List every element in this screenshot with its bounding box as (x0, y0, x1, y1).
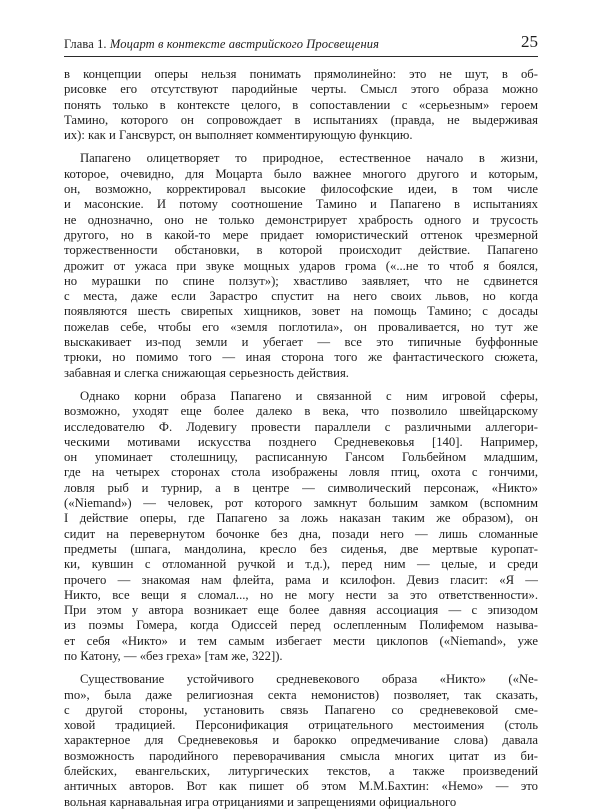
text-line: с другой стороны, установить связь Папагено со средневековой сме- (64, 702, 538, 717)
page-number: 25 (521, 32, 538, 51)
text-line: он, возможно, корректировал высокие философские идеи, в том числе (64, 182, 538, 197)
text-line: Папагено олицетворяет то природное, естественное начало в жизни, (80, 151, 538, 166)
paragraph-1 (64, 67, 538, 143)
paragraph-2 (64, 151, 538, 380)
text-line: по Катону, — «без греха» [там же, 322]). (64, 648, 283, 663)
chapter-header (64, 37, 379, 52)
text-line: трюки, но помимо того — иная сторона того же фантастического сюжета, (64, 350, 538, 365)
text-line: не однозначно, оно не только демонстрирует храбрость одного и трусость (64, 212, 538, 227)
page-body (64, 67, 538, 810)
paragraph-4 (64, 672, 538, 810)
text-line: но мурашки по спине ползут»); хвастливо заявляет, что не сдвинется (64, 273, 538, 288)
text-line: ловля рыб и турнир, а в центре — символический персонаж, «Никто» (64, 480, 538, 495)
text-line: где на четырех сторонах стола изображены ловля птиц, охота с гончими, (64, 465, 538, 480)
text-line: понять только в контексте целого, в сопоставлении с «серьезным» героем (64, 97, 538, 112)
text-line: При этом у автора возникает еще более давняя ассоциация — с эпизодом (64, 603, 538, 618)
text-line: рисовке его отсутствуют пародийные черты. Смысл этого образа можно (64, 82, 538, 97)
text-line: ет себя «Никто» и тем самым избегает мести циклопов («Niemand», уже (64, 633, 538, 648)
text-line: античных авторов. Вот как пишет об этом М.М.Бахтин: «Немо» — это (64, 779, 538, 794)
text-line: характерное для Средневековья и барокко опредмечивание слова) давала (64, 733, 538, 748)
text-line: прочего — знакомая нам флейта, рама и ксилофон. Девиз гласит: «Я — (64, 572, 538, 587)
text-line: mo», была даже религиозная секта немонистов) позволяет, так сказать, (64, 687, 538, 702)
text-line: с места, даже если Зарастро спустит на него своих львов, но когда (64, 289, 538, 304)
chapter-title: Моцарт в контексте австрийского Просвещения (109, 37, 380, 51)
text-line: он упоминает столешницу, расписанную Гансом Гольбейном младшим, (64, 450, 538, 465)
text-line: дрожит от ужаса при звуке мощных ударов грома («...не то чтоб я боялся, (64, 258, 538, 273)
text-line: ческими мотивами искусства позднего Средневековья [140]. Например, (64, 434, 538, 449)
text-line: возможно, уходят еще более далеко в века, что позволило швейцарскому (64, 404, 538, 419)
text-line: ки, кувшин с отломанной ручкой и т.д.), перед ним — целые, и среди (64, 557, 538, 572)
text-line: пожелав себе, чтобы его «земля поглотила», он проваливается, но тут же (64, 319, 538, 334)
text-line: которое, очевидно, для Моцарта было важнее многого другого и которым, (64, 166, 538, 181)
text-line: в концепции оперы нельзя понимать прямолинейно: это не шут, в об- (64, 67, 538, 81)
text-line: их): как и Гансвурст, он выполняет комментирующую функцию. (64, 128, 413, 143)
text-line: другого, но в какой-то мере придает юмористический оттенок чрезмерной (64, 227, 538, 242)
text-line: I действие оперы, где Папагено за ложь наказан таким же образом), он (64, 511, 538, 526)
text-line: забавная и слегка снижающая серьезность действия. (64, 365, 349, 380)
text-line: сидит на перевернутом бочонке без дна, позади него — лишь сломанные (64, 526, 538, 541)
text-line: Однако корни образа Папагено и связанной с ним игровой сферы, (80, 388, 538, 403)
text-line: выскакивает из-под земли и убегает — все это типичные буффонные (64, 335, 538, 350)
text-line: вольная карнавальная игра отрицаниями и запрещениями официального (64, 794, 457, 809)
text-line: ховой традицией. Персонификация отрицательного местоимения (столь (64, 718, 538, 733)
text-line: предметы (шпага, мандолина, кресло без сиденья, две мертвые куропат- (64, 541, 538, 556)
text-line: Никто, все вещи я сломал..., но не могу нести за это ответственности». (64, 587, 538, 602)
text-line: и масонские. И потому соотношение Тамино и Папагено в испытаниях (64, 197, 538, 212)
text-line: торжественности обстановки, в которой происходит действие. Папагено (64, 243, 538, 258)
text-line: из поэмы Гомера, когда Одиссей перед ослепленным Полифемом называ- (64, 618, 538, 633)
text-line: появляются шесть свирепых хищников, зовет на помощь Тамино; с досады (64, 304, 538, 319)
text-line: Существование устойчивого средневекового образа «Никто» («Ne- (80, 672, 538, 687)
running-header (64, 34, 538, 56)
text-line: исследователю Ф. Лодевигу провести параллели с различными аллегори- (64, 419, 538, 434)
text-line: возможность пародийного переворачивания смысла многих цитат из би- (64, 748, 538, 763)
text-line: блейских, евангельских, литургических текстов, а также произведений (64, 764, 538, 779)
text-line: («Niemand») — человек, рот которого замкнут большим замком (вспомним (64, 496, 538, 511)
chapter-label: Глава 1. (64, 37, 107, 51)
header-rule (64, 56, 538, 57)
paragraph-3 (64, 389, 538, 664)
text-line: Тамино, которого он сопровождает в испытаниях (правда, не выдерживая (64, 112, 538, 127)
